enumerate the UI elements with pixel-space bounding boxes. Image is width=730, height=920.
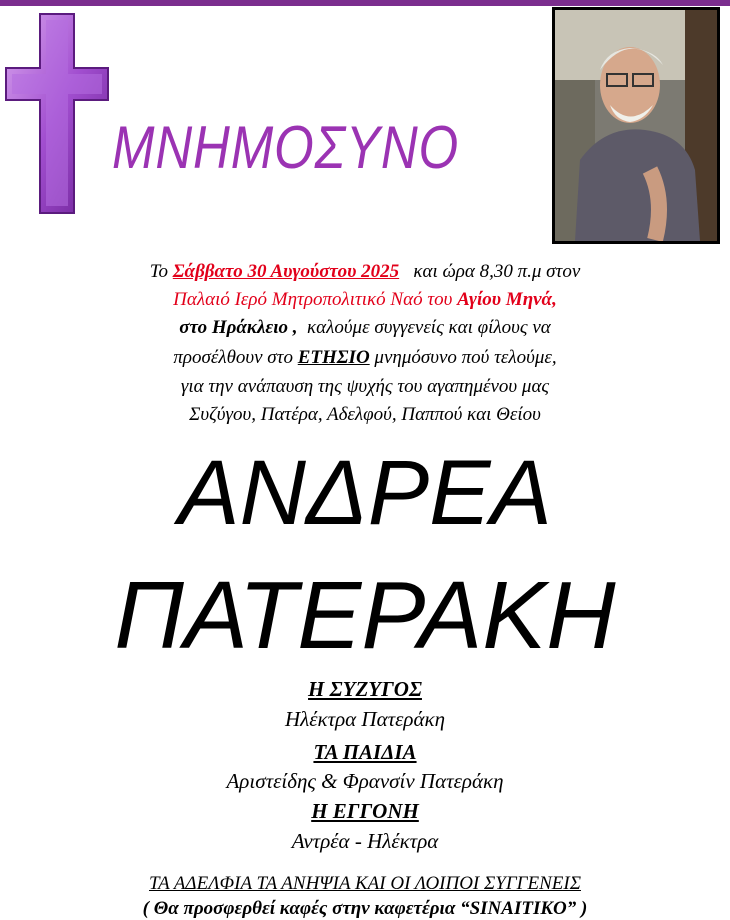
intro-prefix: Το (149, 261, 173, 282)
church-line (0, 290, 730, 309)
annual-memorial-line (0, 348, 730, 367)
grandchild-heading: Η ΕΓΓΟΝΗ (311, 799, 419, 823)
city-name: στο Ηράκλειο , (179, 317, 298, 338)
coffee-note: ( Θα προσφερθεί καφές στην καφετέρια “SINAITIKO” ) (142, 898, 588, 919)
top-border (0, 0, 730, 6)
church-name: Παλαιό Ιερό Μητροπολιτικό Ναό του (173, 289, 453, 310)
cross-icon (0, 10, 110, 215)
annual-prefix: προσέλθουν στο (173, 347, 298, 368)
relations-line: Συζύγου, Πατέρα, Αδελφού, Παππού και Θείου (189, 404, 541, 425)
grandchild-name: Αντρέα - Ηλέκτρα (291, 829, 439, 853)
portrait-photo (552, 7, 720, 244)
service-date: Σάββατο 30 Αυγούστου 2025 (172, 261, 400, 282)
deceased-first-name: ΑΝΔΡΕΑ (178, 442, 552, 544)
service-date-line (0, 262, 730, 281)
annual-word: ΕΤΗΣΙΟ (297, 347, 370, 368)
invitation-text: καλούμε συγγενείς και φίλους να (307, 317, 551, 338)
church-saint: Αγίου Μηνά, (457, 289, 557, 310)
service-time: και ώρα 8,30 π.μ στον (413, 261, 581, 282)
spouse-name: Ηλέκτρα Πατεράκη (284, 707, 446, 731)
deceased-last-name: ΠΑΤΕΡΑΚΗ (114, 562, 616, 669)
children-names: Αριστείδης & Φρανσίν Πατεράκη (226, 769, 504, 793)
annual-suffix: μνημόσυνο πού τελούμε, (369, 347, 557, 368)
children-heading: ΤΑ ΠΑΙΔΙΑ (313, 740, 417, 764)
relatives-line: ΤΑ ΑΔΕΛΦΙΑ ΤΑ ΑΝΗΨΙΑ ΚΑΙ ΟΙ ΛΟΙΠΟΙ ΣΥΓΓΕΝΕΙΣ (149, 873, 581, 894)
spouse-heading: Η ΣΥΖΥΓΟΣ (308, 677, 422, 701)
page-title: ΜΝΗΜΟΣΥΝΟ (112, 114, 460, 181)
invitation-line (0, 318, 730, 337)
repose-line: για την ανάπαυση της ψυχής του αγαπημένου μας (180, 376, 550, 397)
